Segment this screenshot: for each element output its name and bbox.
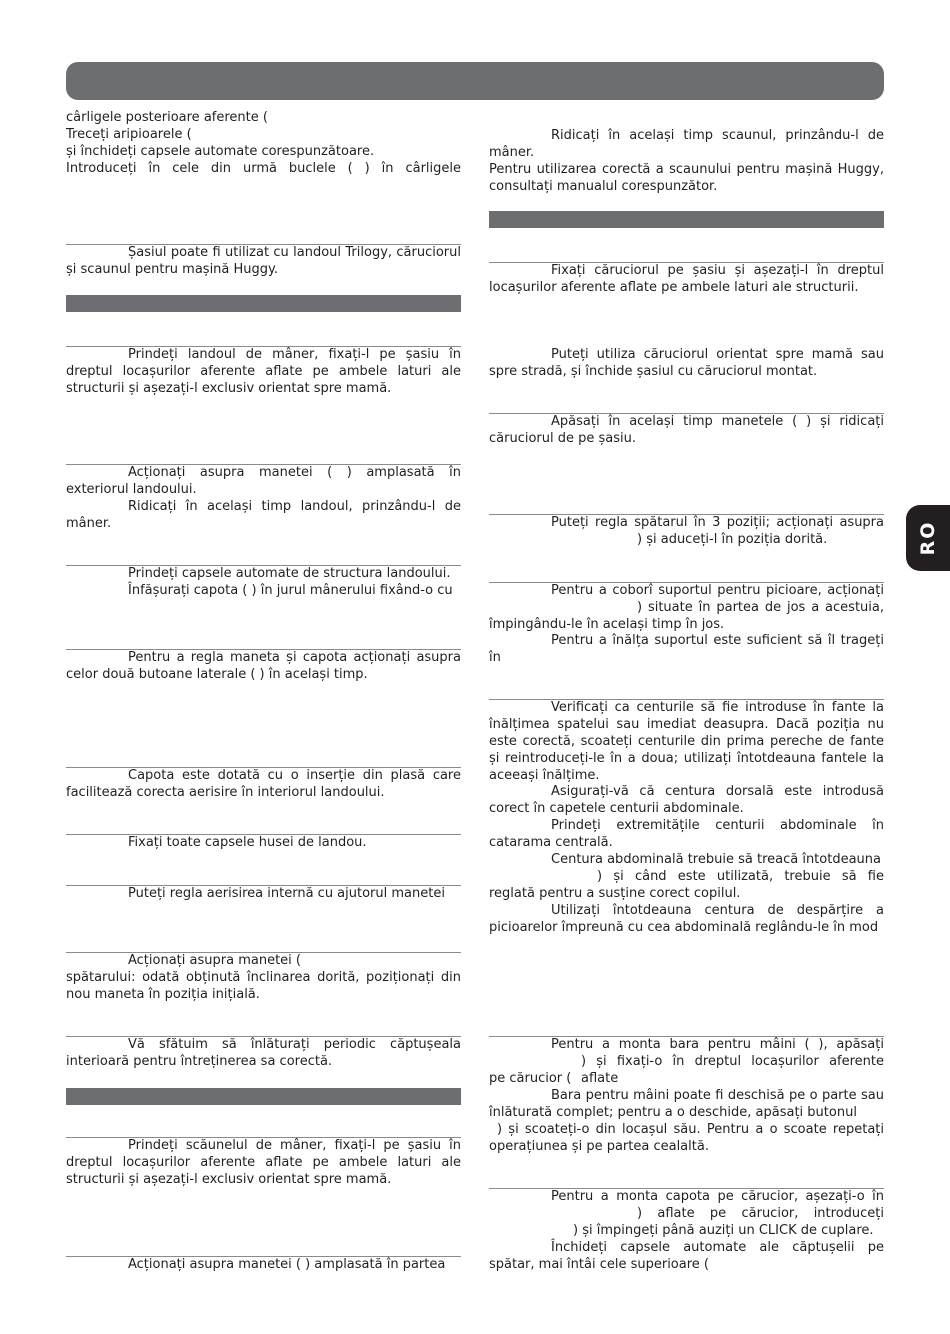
footrest-lower-cont: ) situate în partea de jos a acestuia, împingându-le în același timp în jos.	[489, 600, 884, 632]
buckle-text: Prindeți extremitățile centurii abdominale în catarama centrală.	[489, 818, 884, 850]
hood-click-text: ) și împingeți până auziți un CLICK de cuplare.	[573, 1223, 874, 1238]
car-seat-release-text: Acționați asupra manetei ( ) amplasată în partea	[128, 1257, 446, 1272]
section-header-bar	[66, 62, 884, 100]
huggy-manual-text: Pentru utilizarea corectă a scaunului pentru mașină Huggy, consultați manualul corespunzător.	[489, 162, 884, 194]
snaps-text: Prindeți capsele automate de structura landoului.	[128, 566, 451, 581]
backrest-incline-text: spătarului: odată obținută înclinarea dorită, poziționați din nou maneta în poziția inițială.	[66, 970, 461, 1002]
stroller-release-text: Apăsați în același timp manetele ( ) și ridicați căruciorul de pe șasiu.	[489, 414, 884, 446]
handle-adjust-text: Pentru a regla maneta și capota acționați asupra celor două butoane laterale ( ) în același timp.	[66, 650, 461, 682]
cover-snaps-text: Fixați toate capsele husei de landou.	[128, 835, 367, 850]
stroller-mount-text: Fixați căruciorul pe șasiu și așezați-l în dreptul locașurilor aferente aflate pe ambele laturi ale structurii.	[489, 263, 884, 295]
section-band	[66, 295, 461, 312]
car-seat-mount-text: Prindeți scăunelul de mâner, fixați-l pe șasiu în dreptul locașurilor aferente aflate pe ambele laturi ale structurii și așezați-l exclusiv orientat spre mamă.	[66, 1138, 461, 1187]
waist-belt-text: Centura abdominală trebuie să treacă întotdeauna	[551, 852, 881, 867]
chassis-note: Șasiul poate fi utilizat cu landoul Trilogy, căruciorul și scaunul pentru mașină Huggy.	[66, 245, 461, 277]
bumper-bar-mount-end: pe cărucior (	[489, 1071, 572, 1086]
hood-wrap-text: Înfășurați capota ( ) în jurul mânerului fixând-o cu	[128, 583, 453, 598]
backrest-positions-cont: ) și aduceți-l în poziția dorită.	[637, 532, 828, 547]
crotch-strap-text: Utilizați întotdeauna centura de despărțire a picioarelor împreună cu cea abdominală reglându-le în mod	[489, 903, 884, 935]
section-band	[66, 1088, 461, 1105]
intro-line-1: cârligele posterioare aferente (	[66, 110, 268, 125]
mesh-insert-text: Capota este dotată cu o inserție din plasă care facilitează corecta aerisire în interiorul landoului.	[66, 768, 461, 800]
carrycot-lift-text: Ridicați în același timp landoul, prinzându-l de mâner.	[66, 499, 461, 531]
language-tab	[906, 505, 950, 571]
backrest-positions-text: Puteți regla spătarul în 3 poziții; acționați asupra	[551, 515, 884, 530]
bumper-bar-mount-text: Pentru a monta bara pentru mâini ( ), apăsați	[551, 1037, 884, 1052]
language-tab-label: RO	[917, 520, 939, 556]
stroller-orientation-text: Puteți utiliza căruciorul orientat spre mamă sau spre stradă, și închide șasiul cu căruciorul montat.	[489, 347, 884, 379]
car-seat-lift-text: Ridicați în același timp scaunul, prinzându-l de mâner.	[489, 128, 884, 160]
bumper-bar-remove-text: ) și scoateți-o din locașul său. Pentru a o scoate repetați operațiunea și pe partea cealaltă.	[489, 1122, 884, 1154]
harness-check-text: Asigurați-vă că centura dorsală este introdusă corect în capetele centurii abdominale.	[489, 784, 884, 816]
harness-slots-text: Verificați ca centurile să fie introduse în fante la înălțimea spatelui sau imediat deasupra. Dacă poziția nu este corectă, scoateți centurile din prima pereche de fante și reintroduceți-le în a doua; utilizați întotdeauna fantele la aceeași înălțime.	[489, 700, 884, 783]
footrest-lower-text: Pentru a coborî suportul pentru picioare, acționați	[551, 583, 884, 598]
ventilation-text: Puteți regla aerisirea internă cu ajutorul manetei	[128, 886, 445, 901]
intro-line-4: Introduceți în cele din urmă buclele ( ) în cârligele	[66, 161, 461, 176]
lining-maintenance-text: Vă sfătuim să înlăturați periodic căptușeala interioară pentru întreținerea sa corectă.	[66, 1037, 461, 1069]
carrycot-mount-text: Prindeți landoul de mâner, fixați-l pe șasiu în dreptul locașurilor aferente aflate pe ambele laturi ale structurii și așezați-l exclusiv orientat spre mamă.	[66, 347, 461, 396]
backrest-lever-text: Acționați asupra manetei (	[128, 953, 301, 968]
carrycot-release-text: Acționați asupra manetei ( ) amplasată în exteriorul landoului.	[66, 465, 461, 497]
waist-belt-cont: ) și când este utilizată, trebuie să fie reglată pentru a susține corect copilul.	[489, 869, 884, 901]
footrest-raise-text: Pentru a înălța suportul este suficient să îl trageți în	[489, 633, 884, 665]
intro-line-2: Treceți aripioarele (	[66, 127, 192, 142]
bumper-bar-mount-cont: ) și fixați-o în dreptul locașurilor aferente aflate	[581, 1054, 884, 1086]
intro-line-3: și închideți capsele automate corespunzătoare.	[66, 144, 375, 159]
hood-mount-cont: ) aflate pe cărucior, introduceți	[637, 1206, 884, 1221]
section-band	[489, 211, 884, 228]
bumper-bar-open-text: Bara pentru mâini poate fi deschisă pe o parte sau înlăturată complet; pentru a o deschide, apăsați butonul	[489, 1088, 884, 1120]
hood-mount-text: Pentru a monta capota pe cărucior, așezați-o în	[551, 1189, 884, 1204]
lining-snaps-text: Închideți capsele automate ale căptușelii pe spătar, mai întâi cele superioare (	[489, 1240, 884, 1272]
